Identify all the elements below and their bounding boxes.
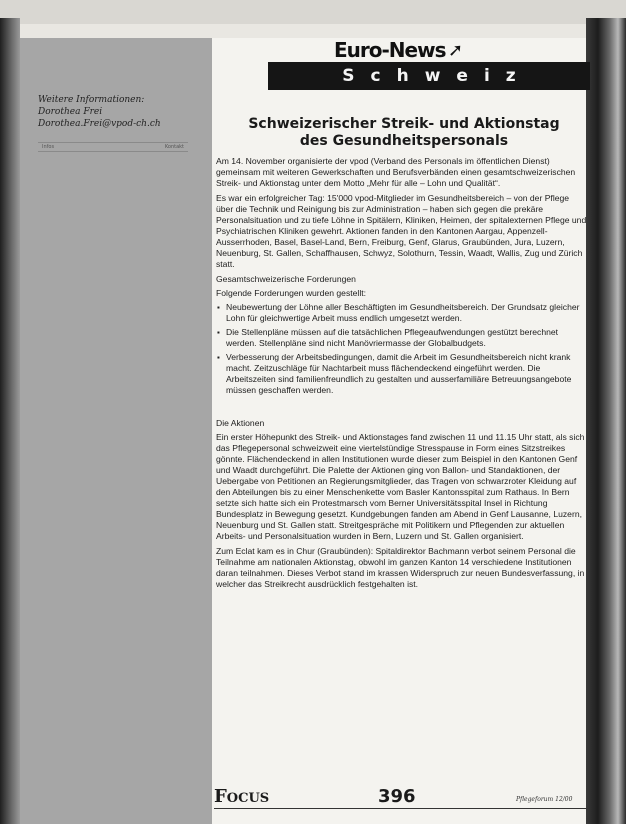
article-title-line: des Gesundheitspersonals <box>299 133 509 149</box>
article-body <box>216 156 588 594</box>
section-subhead: Die Aktionen <box>216 418 265 428</box>
country-banner: Schweiz <box>268 62 590 90</box>
sidebar-info-line: Dorothea Frei <box>38 107 103 117</box>
sidebar-tab-right: Kontakt <box>164 144 184 150</box>
list-item: ▪ Die Stellenpläne müssen auf die tatsächlichen Pflegeaufwendungen gestützt berechnet werden. Stellenpläne sind nicht Manövriermasse der Globalbudgets. <box>226 327 588 349</box>
page-number: 396 <box>378 786 416 807</box>
scan-background-top <box>0 0 626 24</box>
sidebar-info-line: Weitere Informationen: <box>38 95 145 105</box>
sidebar-panel <box>20 38 212 824</box>
list-item: ▪ Verbesserung der Arbeitsbedingungen, damit die Arbeit im Gesundheitsbereich nicht krank macht. Zeitzuschläge für Nachtarbeit muss flächendeckend eingeführt werden. Die Arbeitszeiten sind familienfreundlich zu gestalten und ausserfamiliäre Betreuungsangebote müssen geschaffen werden. <box>226 352 588 396</box>
focus-logo: Focus <box>214 786 270 807</box>
logo-swoosh-icon: ➚ <box>448 40 464 61</box>
footer-divider <box>214 808 590 809</box>
book-binding-shadow <box>0 18 20 824</box>
article-title-line: Schweizerischer Streik- und Aktionstag <box>248 116 560 132</box>
body-paragraph: Es war ein erfolgreicher Tag: 15'000 vpod-Mitglieder im Gesundheitsbereich – von der Pflege über die Technik und Reinigung bis zur Administration – haben sich gegen die prekäre Personalsituation und zu tiefe Löhne in Spitälern, Kliniken, Heimen, der spitalexternen Pflege und Psychiatrischen Kliniken gewehrt. Aktionen fanden in den Kantonen Aargau, Appenzell-Ausserrhoden, Basel, Basel-Land, Bern, Freiburg, Genf, Glarus, Graubünden, Jura, Luzern, Neuenburg, St. Gallen, Schaffhausen, Schwyz, Solothurn, Tessin, Waadt, Wallis, Zug und Zürich statt. <box>216 193 587 269</box>
demands-intro: Folgende Forderungen wurden gestellt: <box>216 288 367 298</box>
intro-paragraph: Am 14. November organisierte der vpod (Verband des Personals im öffentlichen Dienst) gemeinsam mit weiteren Gewerkschaften und Berufsverbänden einen gesamtschweizerischen Streik- und Aktionstag unter dem Motto „Mehr für alle – Lohn und Qualität“. <box>216 156 576 188</box>
body-paragraph: Ein erster Höhepunkt des Streik- und Aktionstages fand zwischen 11 und 11.15 Uhr statt, als sich das Pflegepersonal schweizweit eine viertelstündige Stresspause in Form eines Sitzstreikes gönnte. Flächendeckend in allen Institutionen wurde dieser zum Beispiel in den Kantonen Genf und Waadt durchgeführt. Die Palette der Aktionen ging von Ballon- und Standaktionen, der Uebergabe von Petitionen an Regierungsmitglieder, das Tragen von schwarzroter Kleidung auf den Abteilungen bis zu einer Menschenkette vom Basler Kantonsspital zum Rathaus. In Bern setzte sich hatte sich ein Protestmarsch vom Berner Universitätsspital Insel in Richtung Bundesplatz in Bewegung gesetzt. Kundgebungen fanden am Abend in Genf Lausanne, Luzern, Neuenburg und St. Gallen statt. Streitgespräche mit Politikern und Pflegenden zur aktuellen Arbeits- und Personalsituation wurden in Bern, Luzern und St. Gallen organisiert. <box>216 432 585 541</box>
section-spacer <box>216 400 588 418</box>
euro-news-logo: Euro-News <box>334 38 446 62</box>
sidebar-contact-info <box>38 94 208 130</box>
sidebar-info-line: Dorothea.Frei@vpod-ch.ch <box>38 119 161 129</box>
issue-label: Pflegeforum 12/00 <box>516 796 573 803</box>
article-title <box>214 116 594 150</box>
list-item: ▪ Neubewertung der Löhne aller Beschäftigten im Gesundheitsbereich. Der Grundsatz gleicher Lohn für gleichwertige Arbeit muss endlich umgesetzt werden. <box>226 302 588 324</box>
demands-list <box>216 302 588 396</box>
sidebar-tab-strip <box>38 142 188 152</box>
sidebar-tab-left: Infos <box>42 144 55 150</box>
section-subhead: Gesamtschweizerische Forderungen <box>216 274 356 284</box>
body-paragraph: Zum Eclat kam es in Chur (Graubünden): Spitaldirektor Bachmann verbot seinem Personal die Teilnahme am nationalen Aktionstag, obwohl im ganzen Kanton 14 verschiedene Institutionen daran teilnahmen. Dieses Verbot stand im krassen Widerspruch zur neuen Bundesverfassung, in welcher das Streikrecht ausdrücklich festgehalten ist. <box>216 546 585 589</box>
